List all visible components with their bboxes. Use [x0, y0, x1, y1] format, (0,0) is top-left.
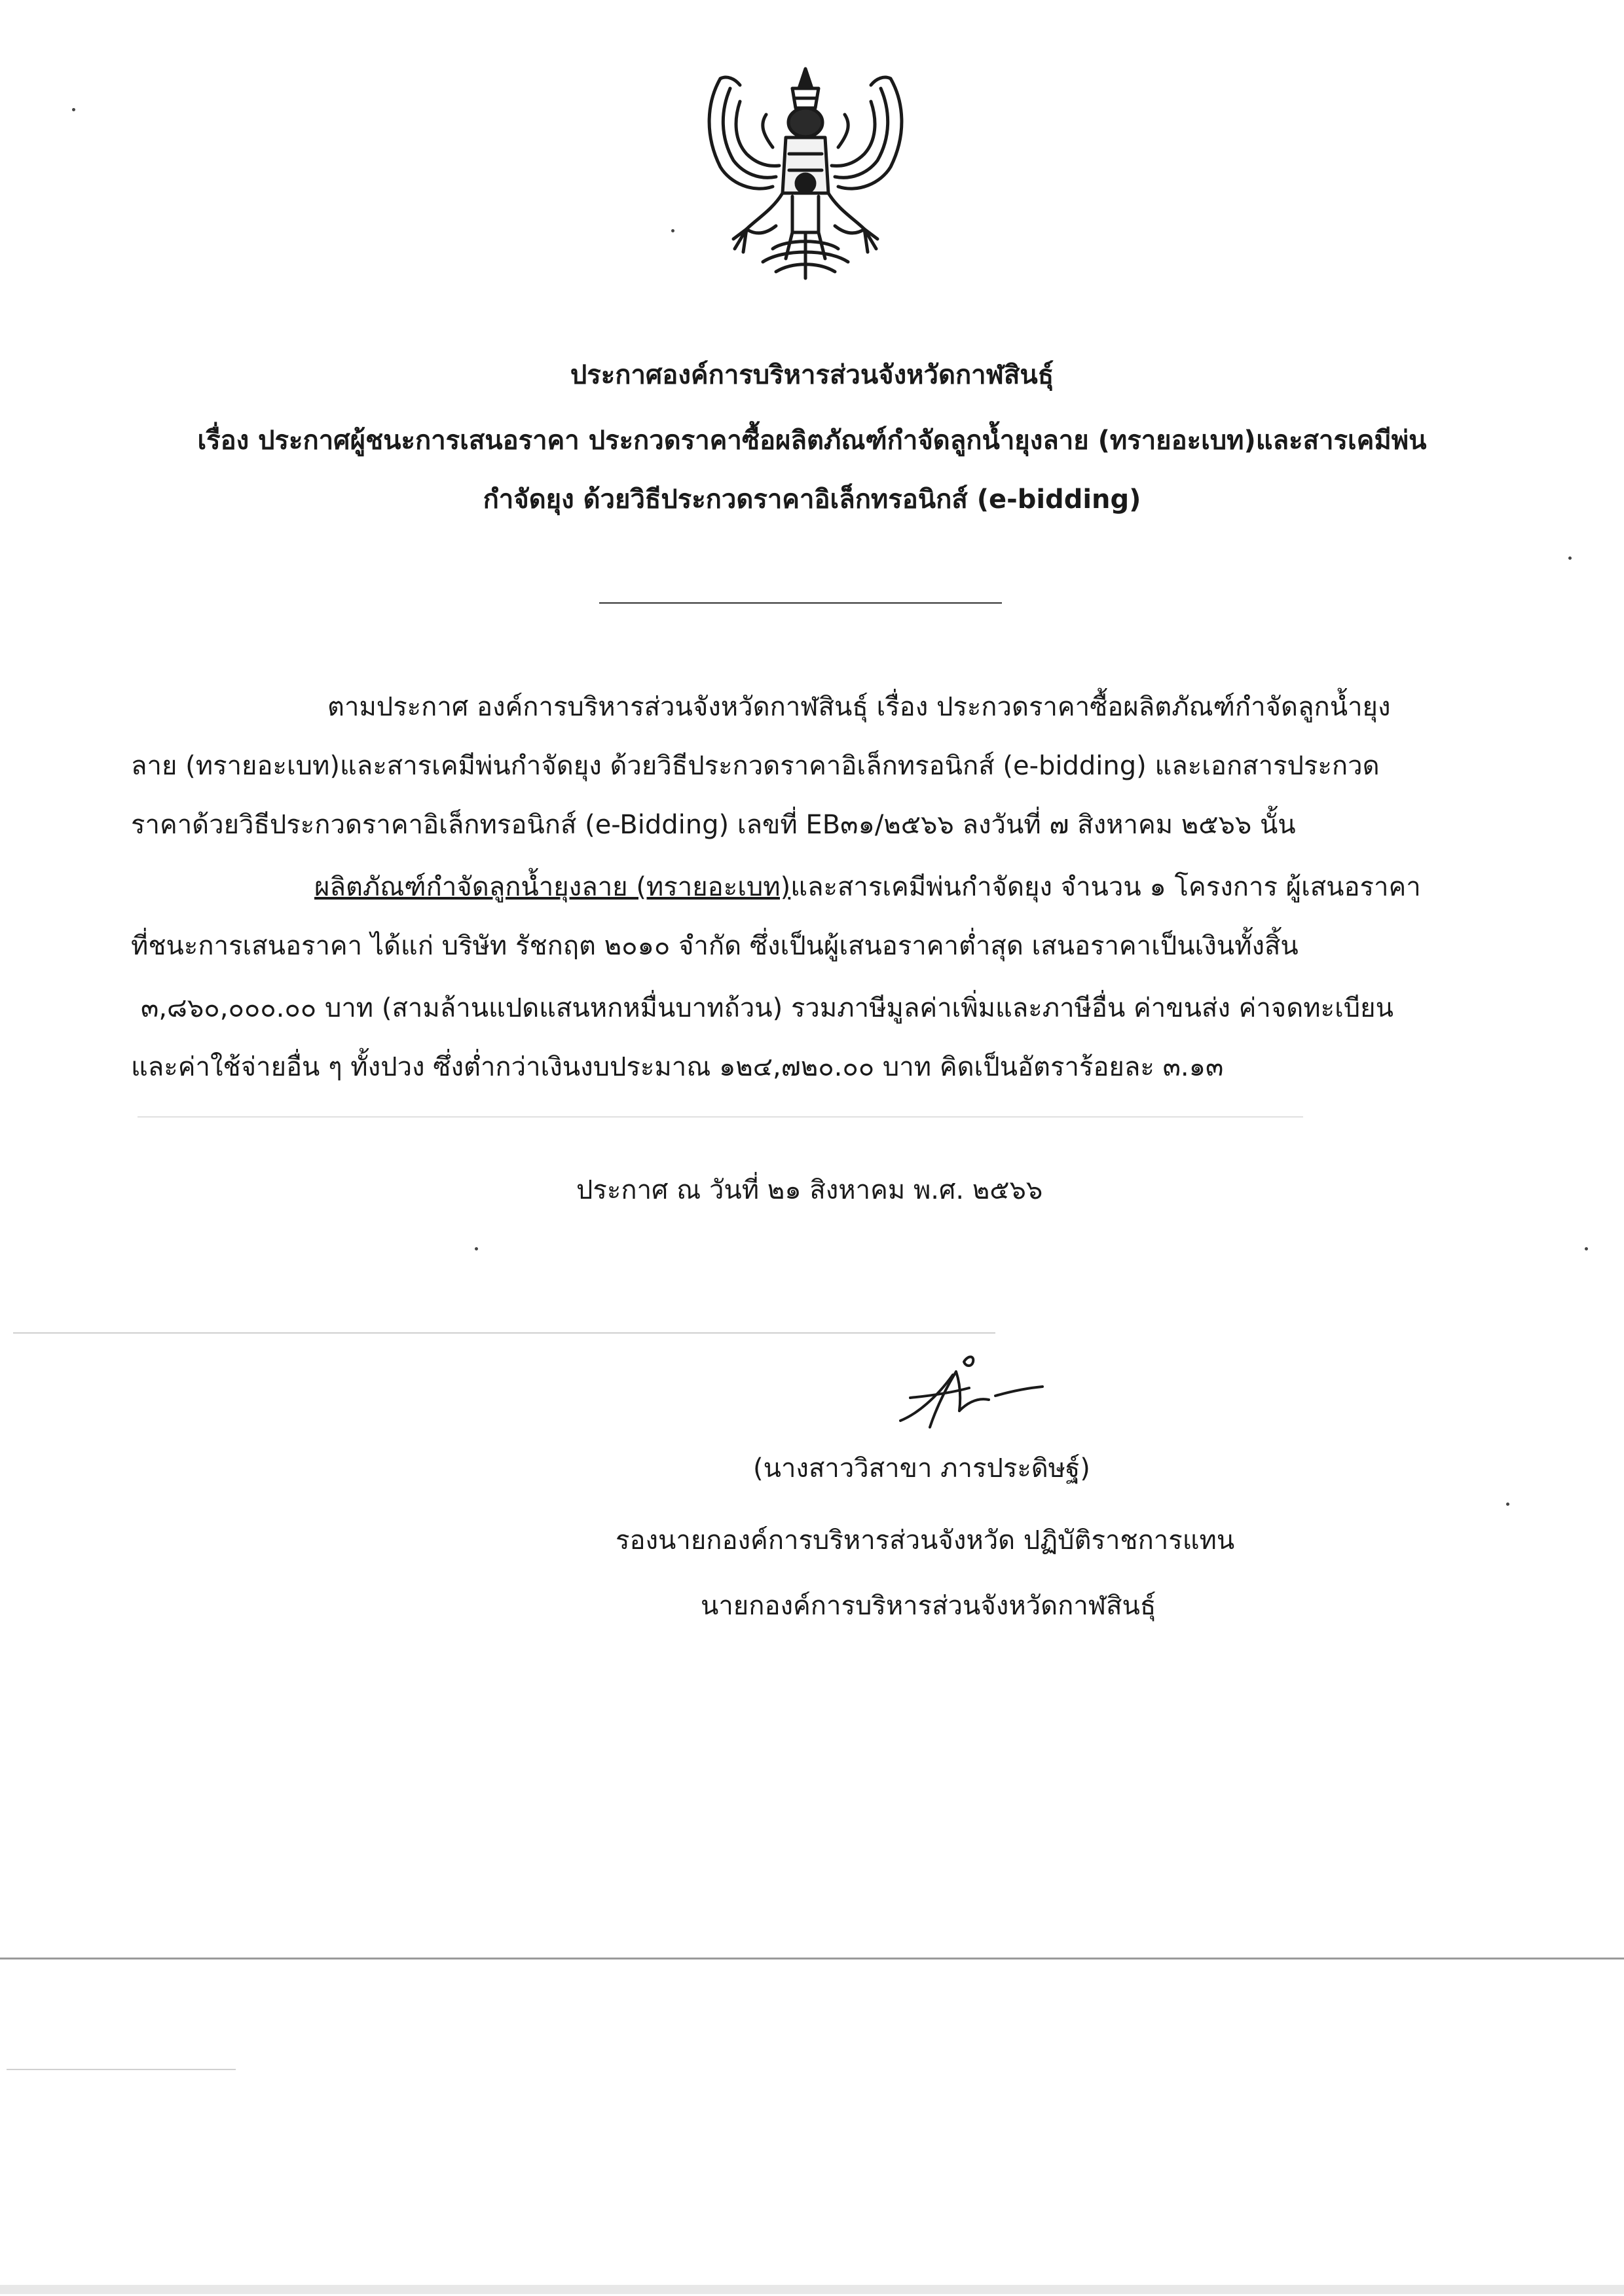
announcement-date: ประกาศ ณ วันที่ ๒๑ สิงหาคม พ.ศ. ๒๕๖๖ [576, 1175, 1043, 1205]
scan-bottom-edge [0, 2285, 1624, 2294]
body-line-7: และค่าใช้จ่ายอื่น ๆ ทั้งปวง ซึ่งต่ำกว่าเงินงบประมาณ ๑๒๔,๗๒๐.๐๐ บาท คิดเป็นอัตราร้อยละ ๓.๑๓ [131, 1052, 1224, 1082]
body-line-2: ลาย (ทรายอะเบท)และสารเคมีพ่นกำจัดยุง ด้วยวิธีประกวดราคาอิเล็กทรอนิกส์ (e-bidding) และเอกสารประกวด [131, 751, 1380, 781]
scan-speck [72, 108, 75, 111]
scan-speck [1568, 556, 1572, 560]
body-line-1: ตามประกาศ องค์การบริหารส่วนจังหวัดกาฬสินธุ์ เรื่อง ประกวดราคาซื้อผลิตภัณฑ์กำจัดลูกน้ำยุง [327, 692, 1391, 722]
signatory-organization: นายกองค์การบริหารส่วนจังหวัดกาฬสินธุ์ [701, 1591, 1156, 1621]
signatory-position: รองนายกองค์การบริหารส่วนจังหวัด ปฏิบัติราชการแทน [616, 1525, 1235, 1556]
body-line-4 [314, 874, 1421, 900]
signatory-name: (นางสาววิสาขา ภารประดิษฐ์) [753, 1453, 1090, 1484]
garuda-emblem-icon [694, 62, 917, 291]
document-title: ประกาศองค์การบริหารส่วนจังหวัดกาฬสินธุ์ [570, 360, 1054, 390]
scan-speck [1585, 1247, 1588, 1250]
document-subject-line-1: เรื่อง ประกาศผู้ชนะการเสนอราคา ประกวดราคาซื้อผลิตภัณฑ์กำจัดลูกน้ำยุงลาย (ทรายอะเบท)และสารเคมีพ่น [197, 426, 1427, 456]
body-line-5: ที่ชนะการเสนอราคา ได้แก่ บริษัท รัชกฤต ๒๐๑๐ จำกัด ซึ่งเป็นผู้เสนอราคาต่ำสุด เสนอราคาเป็นเงินทั้งสิ้น [131, 931, 1299, 961]
product-name: ผลิตภัณฑ์กำจัดลูกน้ำยุงลาย (ทรายอะเบท) [314, 872, 791, 902]
scan-artifact-line [13, 1332, 995, 1334]
handwritten-signature [891, 1336, 1048, 1434]
scan-speck [475, 1247, 478, 1250]
body-line-3: ราคาด้วยวิธีประกวดราคาอิเล็กทรอนิกส์ (e-Bidding) เลขที่ EB๓๑/๒๕๖๖ ลงวันที่ ๗ สิงหาคม ๒๕๖๖ นั้น [131, 810, 1296, 840]
scan-artifact-line [138, 1116, 1303, 1118]
scan-edge-line [0, 1958, 1624, 1959]
body-line-4-rest: และสารเคมีพ่นกำจัดยุง จำนวน ๑ โครงการ ผู้เสนอราคา [790, 872, 1421, 902]
body-line-6: ๓,๘๖๐,๐๐๐.๐๐ บาท (สามล้านแปดแสนหกหมื่นบาทถ้วน) รวมภาษีมูลค่าเพิ่มและภาษีอื่น ค่าขนส่ง ค่าจดทะเบียน [141, 993, 1393, 1023]
scan-speck [1506, 1503, 1509, 1506]
document-subject-line-2: กำจัดยุง ด้วยวิธีประกวดราคาอิเล็กทรอนิกส์ (e-bidding) [483, 484, 1141, 515]
scan-artifact-line [7, 2069, 236, 2070]
scan-speck [671, 229, 674, 232]
title-divider [599, 602, 1002, 604]
